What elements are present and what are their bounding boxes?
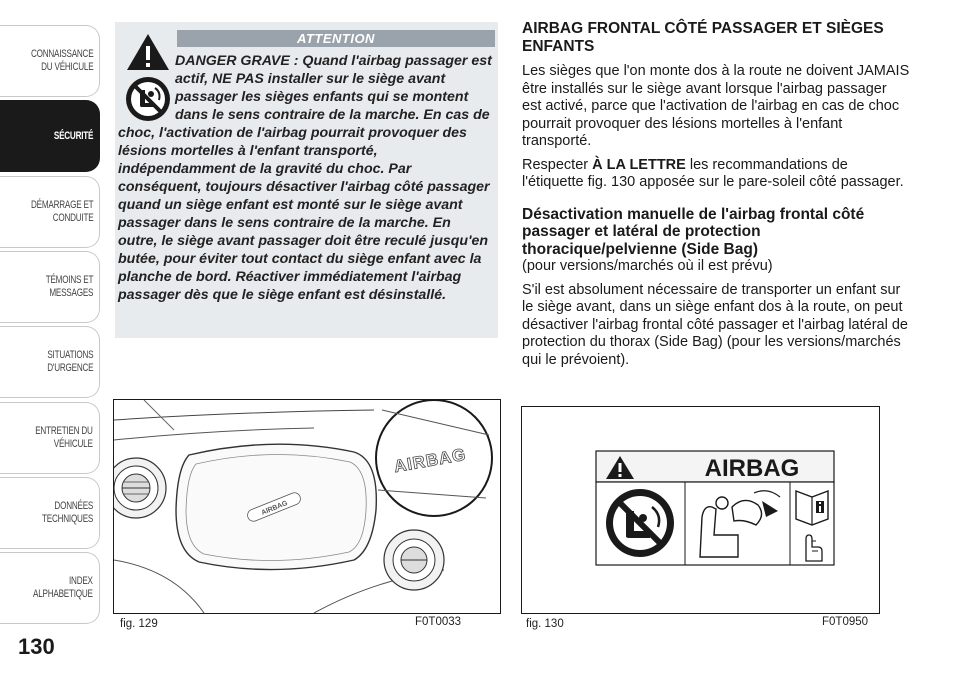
tab-label-line: ALPHABETIQUE <box>33 588 93 600</box>
paragraph-prefix: Respecter <box>522 156 593 173</box>
tab-label-line: ENTRETIEN DU <box>35 425 93 437</box>
tab-entretien-du-vehicule[interactable] <box>0 402 100 474</box>
no-child-seat-icon <box>606 489 674 557</box>
figure-130-caption: fig. 130 <box>526 618 564 630</box>
airbag-cover-panel <box>176 444 376 569</box>
airbag-warning-label <box>522 407 879 613</box>
tab-label-line: D'URGENCE <box>46 362 93 374</box>
section-heading: AIRBAG FRONTAL CÔTÉ PASSAGER ET SIÈGES ENFANTS <box>522 20 884 55</box>
tab-demarrage-et-conduite[interactable] <box>0 176 100 248</box>
dash-airbag-mark: AIRBAG <box>260 499 289 517</box>
warning-text: DANGER GRAVE : Quand l'airbag passager est actif, NE PAS installer sur le siège avant passager les sièges enfants qui se montent dans le sens contraire de la marche. En cas de choc, l'activation de l'airbag pourrait provoquer des lésions mortelles à l'enfant transporté, indépendamment de la gravité du choc. Par conséquent, toujours désactiver l'airbag côté passager quand un siège enfant est monté sur le siège avant passager dans le sens contraire de la marche. En outre, le siège avant passager doit être reculé jusqu'en butée, pour éviter tout contact du siège enfant avec la planche de bord. Réactiver immédiatement l'airbag passager dès que le siège enfant est désinstallé. <box>118 53 492 303</box>
paragraph-suffix: les recommandations de l'étiquette fig. 130 apposée sur le pare-soleil côté passager. <box>522 156 904 190</box>
tab-temoins-et-messages[interactable] <box>0 251 100 323</box>
tab-label-line: VÉHICULE <box>54 438 93 450</box>
warning-text-block <box>118 52 494 304</box>
tab-label-line: DU VÉHICULE <box>40 61 93 73</box>
tab-donnees-techniques[interactable] <box>0 477 100 549</box>
tab-label-line: TÉMOINS ET <box>45 274 93 286</box>
tab-label-line: INDEX <box>69 575 93 587</box>
icon-spacer <box>118 52 175 124</box>
subsection-heading: Désactivation manuelle de l'airbag frontal côté passager et latéral de protection thoracique/pelvienne (Side Bag) <box>522 205 865 258</box>
figure-129 <box>113 399 501 614</box>
page-number: 130 <box>18 634 55 659</box>
tab-label-line: DONNÉES <box>54 500 93 512</box>
dashboard-illustration <box>114 400 500 613</box>
chapter-nav <box>0 0 100 659</box>
tab-label-line: SÉCURITÉ <box>53 129 93 142</box>
warning-box <box>115 22 498 338</box>
callout-airbag-mark: AIRBAG <box>392 444 468 477</box>
tab-situations-durgence[interactable] <box>0 326 100 398</box>
paragraph <box>522 157 910 192</box>
tab-securite[interactable] <box>0 100 100 172</box>
paragraph: S'il est absolument nécessaire de transporter un enfant sur le siège avant, dans un siège enfant dos à la route, on peut désactiver l'airbag frontal côté passager et l'airbag latéral de protection du thorax (Side Bag) (pour les versions/marchés qui le prévoient). <box>522 281 908 368</box>
tab-label-line: DÉMARRAGE ET <box>30 199 94 211</box>
figure-129-caption: fig. 129 <box>120 618 158 630</box>
left-air-vent-icon <box>114 458 166 518</box>
tab-label-line: TECHNIQUES <box>41 513 93 525</box>
figure-130-code: F0T0950 <box>822 616 869 628</box>
right-air-vent-icon <box>384 530 444 590</box>
tab-label-line: MESSAGES <box>49 287 93 299</box>
tab-label-line: CONNAISSANCE <box>30 48 94 60</box>
warning-header: ATTENTION <box>177 30 495 47</box>
figure-129-code: F0T0033 <box>415 616 462 628</box>
tab-label-line: CONDUITE <box>52 212 93 224</box>
tab-connaissance-du-vehicule[interactable] <box>0 25 100 97</box>
figure-130 <box>521 406 880 614</box>
paragraph: Les sièges que l'on monte dos à la route ne doivent JAMAIS être installés sur le siège avant lorsque l'airbag passager est activé, parce que l'activation de l'airbag en cas de choc pourrait provoquer des lésions mortelles à l'enfant transporté. <box>522 63 910 149</box>
tab-label-line: SITUATIONS <box>46 349 93 361</box>
emphasis-text: À LA LETTRE <box>592 156 686 173</box>
label-airbag-title: AIRBAG <box>704 455 800 482</box>
subsection-note: (pour versions/marchés où il est prévu) <box>522 258 773 274</box>
tab-index-alphabetique[interactable] <box>0 552 100 624</box>
main-column <box>522 20 910 375</box>
airbag-callout <box>376 400 492 516</box>
